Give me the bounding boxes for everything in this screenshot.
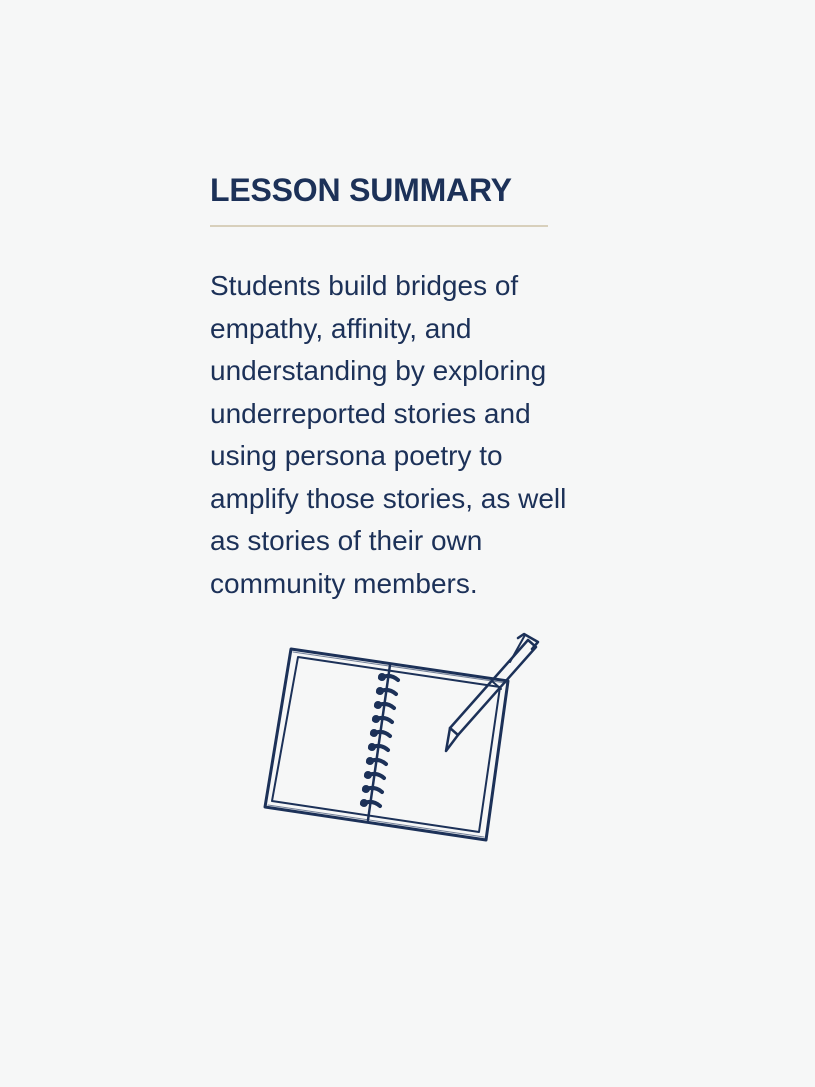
summary-paragraph: Students build bridges of empathy, affinity, and understanding by exploring underreported stories and using persona poetry to amplify those stories, as well as stories of their own community members. [210, 270, 567, 599]
notebook-inner-outline [272, 657, 500, 832]
lesson-summary-section [210, 170, 630, 605]
section-heading: LESSON SUMMARY [210, 172, 512, 208]
pen-icon [446, 634, 538, 751]
heading-divider [210, 225, 548, 227]
notebook-and-pen-icon [260, 630, 545, 850]
